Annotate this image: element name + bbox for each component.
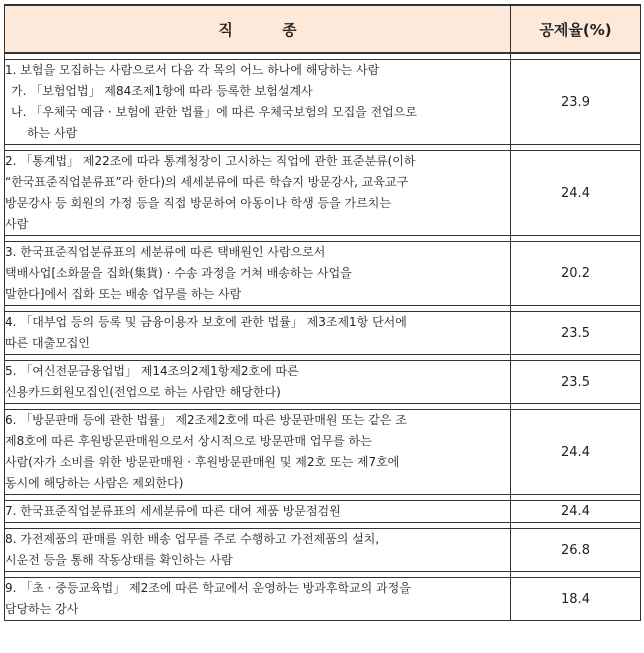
table-row: [5, 529, 641, 572]
deduction-rate-table: [4, 4, 641, 621]
deduction-rate: 23.9: [511, 60, 641, 145]
header-job-type: 직 종: [5, 5, 511, 53]
deduction-rate: 18.4: [511, 578, 641, 621]
table-row: [5, 242, 641, 306]
deduction-rate: 26.8: [511, 529, 641, 572]
table-row: [5, 60, 641, 145]
deduction-rate: 23.5: [511, 312, 641, 355]
table-row: [5, 410, 641, 495]
deduction-rate: 23.5: [511, 361, 641, 404]
deduction-rate: 24.4: [511, 501, 641, 523]
table-row: [5, 151, 641, 236]
job-description: 7. 한국표준직업분류표의 세세분류에 따른 대여 제품 방문점검원: [5, 501, 511, 523]
table-row: [5, 578, 641, 621]
job-description: 2. 「통계법」 제22조에 따라 통계청장이 고시하는 직업에 관한 표준분류(이하 “한국표준직업분류표”라 한다)의 세세분류에 따른 학습지 방문강사, 교육교구 방문강사 등 회원의 가정 등을 직접 방문하여 아동이나 학생 등을 가르치는 사람: [5, 151, 511, 236]
table-row: [5, 312, 641, 355]
table-row: [5, 361, 641, 404]
job-description: 3. 한국표준직업분류표의 세분류에 따른 택배원인 사람으로서 택배사업[소화물을 집화(集貨) · 수송 과정을 거쳐 배송하는 사업을 말한다]에서 집화 또는 배송 업무를 하는 사람: [5, 242, 511, 306]
job-description: 6. 「방문판매 등에 관한 법률」 제2조제2호에 따른 방문판매원 또는 같은 조 제8호에 따른 후원방문판매원으로서 상시적으로 방문판매 업무를 하는 사람(자가 소비를 위한 방문판매원 · 후원방문판매원 및 제2호 또는 제7호에 동시에 해당하는 사람은 제외한다): [5, 410, 511, 495]
job-description: 4. 「대부업 등의 등록 및 금융이용자 보호에 관한 법률」 제3조제1항 단서에 따른 대출모집인: [5, 312, 511, 355]
job-description: 5. 「여신전문금융업법」 제14조의2제1항제2호에 따른 신용카드회원모집인(전업으로 하는 사람만 해당한다): [5, 361, 511, 404]
deduction-rate: 24.4: [511, 410, 641, 495]
job-description: 9. 「초 · 중등교육법」 제2조에 따른 학교에서 운영하는 방과후학교의 과정을 담당하는 강사: [5, 578, 511, 621]
table-header-row: [5, 5, 641, 53]
job-description: 8. 가전제품의 판매를 위한 배송 업무를 주로 수행하고 가전제품의 설치, 시운전 등을 통해 작동상태를 확인하는 사람: [5, 529, 511, 572]
job-description: 1. 보험을 모집하는 사람으로서 다음 각 목의 어느 하나에 해당하는 사람 가. 「보험업법」 제84조제1항에 따라 등록한 보험설계사 나. 「우체국 예금 · 보험에 관한 법률」에 따른 우체국보험의 모집을 전업으로 하는 사람: [5, 60, 511, 145]
deduction-rate: 24.4: [511, 151, 641, 236]
header-deduction-rate: 공제율(%): [511, 5, 641, 53]
deduction-rate: 20.2: [511, 242, 641, 306]
table-row: [5, 501, 641, 523]
